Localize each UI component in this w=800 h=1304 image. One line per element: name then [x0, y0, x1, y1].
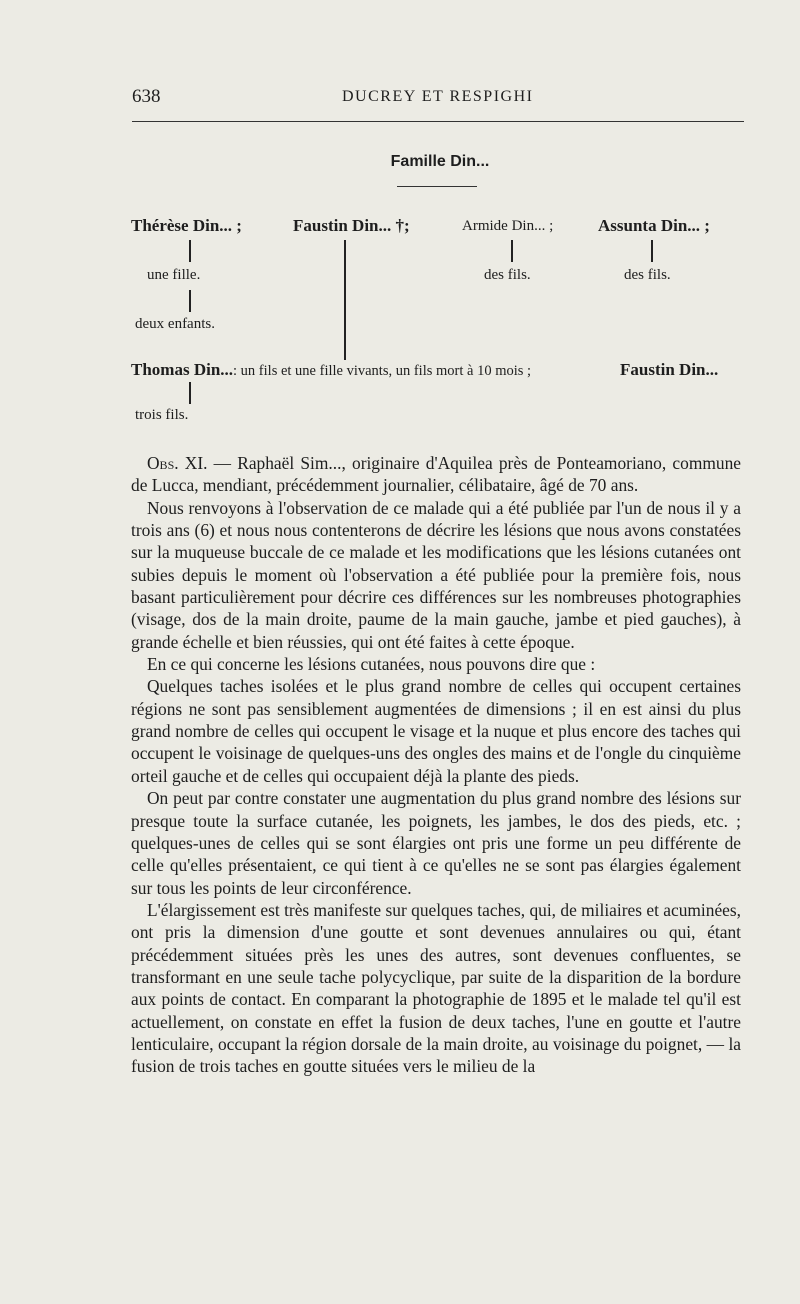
armide-name: Armide Din... ;	[462, 218, 554, 234]
faustin-name: Faustin Din... †;	[293, 216, 410, 235]
paragraph-3: Quelques taches isolées et le plus grand nombre de celles qui occupent certaines régions ne sont pas sensiblement augmentées de dimensions ; il en est ainsi du plus grand nombre de celles qui occupent le visage et la nuque et plus encore des taches qui occupent le voisinage de quelques-uns des ongles des mains et de l'ongle du cinquième orteil gauche et de celles qui occupaient déjà la plante des pieds.	[131, 676, 741, 786]
des-fils-armide: des fils.	[484, 267, 531, 283]
family-title: Famille Din...	[390, 153, 490, 170]
paragraph-2: En ce qui concerne les lésions cutanées, nous pouvons dire que :	[147, 654, 596, 675]
trois-fils: trois fils.	[135, 407, 189, 423]
running-title: DUCREY ET RESPIGHI	[342, 88, 534, 105]
obs-text: — Raphaël Sim..., originaire d'Aquilea près de Ponteamoriano, commune de Lucca, mendiant, précédemment journalier, célibataire, âgé de 70 ans.	[131, 453, 741, 496]
obs-label: Obs. XI.	[147, 453, 208, 473]
title-rule	[397, 186, 477, 187]
faustin-line	[344, 240, 346, 360]
thomas-description: : un fils et une fille vivants, un fils mort à 10 mois ;	[233, 363, 532, 379]
paragraph-4: On peut par contre constater une augmentation du plus grand nombre des lésions sur presque toute la surface cutanée, les poignets, les jambes, le dos des pieds, etc. ; quelques-unes de celles qui se sont élargies ont pris une forme un peu différente de celle qu'elles présentaient, ce qui tient à ce qu'elles ne se sont pas élargies également sur tous les points de leur circonférence.	[131, 788, 741, 898]
thomas-line	[189, 382, 191, 404]
des-fils-assunta: des fils.	[624, 267, 671, 283]
therese-name: Thérèse Din... ;	[131, 216, 242, 235]
thomas-line-text	[131, 360, 531, 380]
running-head	[132, 86, 750, 112]
thomas-name: Thomas Din...	[131, 360, 234, 379]
assunta-line	[651, 240, 653, 262]
fille-line	[189, 290, 191, 312]
faustin-second: Faustin Din...	[620, 360, 719, 379]
therese-line	[189, 240, 191, 262]
body-text	[131, 452, 741, 1078]
armide-line	[511, 240, 513, 262]
observation-heading	[131, 452, 741, 497]
une-fille: une fille.	[147, 267, 201, 283]
deux-enfants: deux enfants.	[135, 316, 215, 332]
paragraph-5: L'élargissement est très manifeste sur quelques taches, qui, de miliaires et acuminées, ont pris la dimension d'une goutte et sont devenues annulaires ou qui, étant précédemment situées près les unes des autres, sont devenues confluentes, se transformant en une seule tache polycyclique, par suite de la disparition de la bordure aux points de contact. En comparant la photographie de 1895 et le malade tel qu'il est actuellement, on constate en effet la fusion de deux taches, l'une en goutte et l'autre lenticulaire, occupant la région dorsale de la main droite, au voisinage du poignet, — la fusion de trois taches en goutte situées vers le milieu de la	[131, 899, 741, 1077]
page-number: 638	[132, 86, 161, 107]
assunta-name: Assunta Din... ;	[598, 216, 710, 235]
header-rule	[132, 121, 744, 122]
paragraph-1: Nous renvoyons à l'observation de ce malade qui a été publiée par l'un de nous il y a trois ans (6) et nous nous contenterons de décrire les lésions que nous avons constatées sur la muqueuse buccale de ce malade et les modifications que les lésions cutanées ont subies depuis le moment où l'observation a été publiée pour la première fois, nous basant particulièrement pour décrire ces différences sur les nombreuses photographies (visage, dos de la main droite, paume de la main gauche, jambe et pied gauches), à grande échelle et bien réussies, qui ont été faites à cette époque.	[131, 497, 741, 652]
